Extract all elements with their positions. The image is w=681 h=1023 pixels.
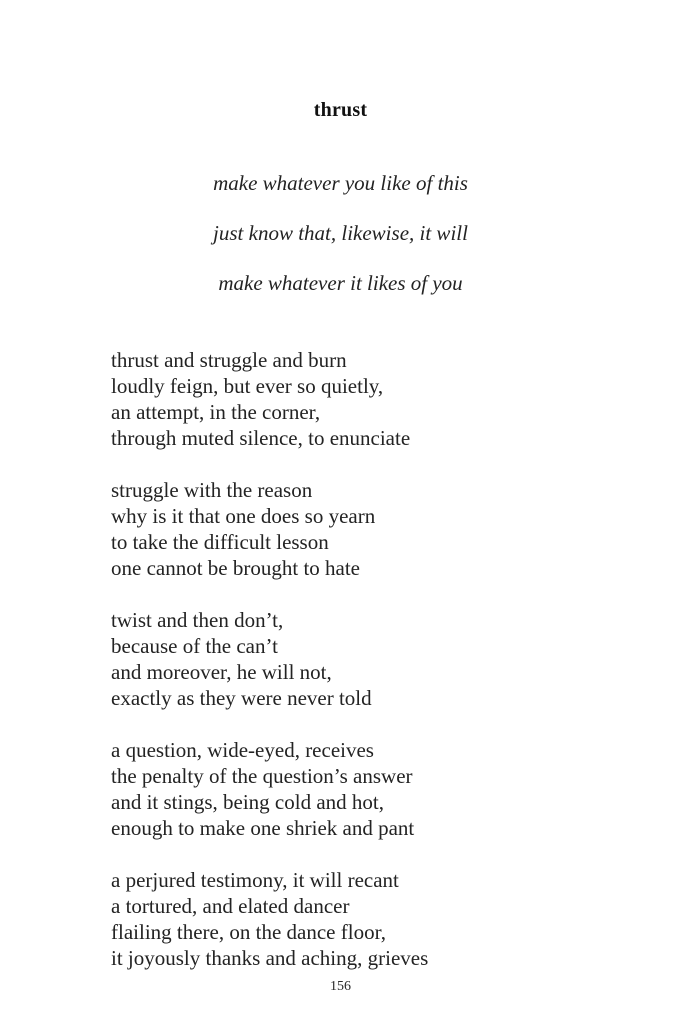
poem-line: an attempt, in the corner, bbox=[111, 400, 321, 424]
stanza bbox=[111, 867, 621, 971]
poem-title: thrust bbox=[313, 99, 368, 121]
poem-line: loudly feign, but ever so quietly, bbox=[111, 374, 384, 398]
stanza bbox=[111, 347, 621, 451]
poem-line: thrust and struggle and burn bbox=[111, 348, 347, 372]
poem-line: one cannot be brought to hate bbox=[111, 556, 361, 580]
poem-line: exactly as they were never told bbox=[111, 686, 372, 710]
poem-line: why is it that one does so yearn bbox=[111, 504, 376, 528]
stanza bbox=[111, 737, 621, 841]
poem-line: enough to make one shriek and pant bbox=[111, 816, 415, 840]
poem-line: a tortured, and elated dancer bbox=[111, 894, 350, 918]
poem-line: it joyously thanks and aching, grieves bbox=[111, 946, 429, 970]
poem-line: to take the difficult lesson bbox=[111, 530, 329, 554]
poem-body bbox=[111, 347, 621, 997]
poem-line: the penalty of the question’s answer bbox=[111, 764, 413, 788]
poem-line: struggle with the reason bbox=[111, 478, 313, 502]
epigraph-line: just know that, likewise, it will bbox=[213, 221, 468, 245]
poem-line: and it stings, being cold and hot, bbox=[111, 790, 384, 814]
epigraph-line: make whatever you like of this bbox=[213, 171, 468, 195]
poem-line: flailing there, on the dance floor, bbox=[111, 920, 386, 944]
poem-line: a question, wide-eyed, receives bbox=[111, 738, 374, 762]
stanza bbox=[111, 477, 621, 581]
epigraph bbox=[0, 158, 681, 308]
poem-line: a perjured testimony, it will recant bbox=[111, 868, 399, 892]
poem-line: through muted silence, to enunciate bbox=[111, 426, 411, 450]
poem-line: and moreover, he will not, bbox=[111, 660, 332, 684]
poem-line: because of the can’t bbox=[111, 634, 278, 658]
stanza bbox=[111, 607, 621, 711]
epigraph-line: make whatever it likes of you bbox=[218, 271, 463, 295]
poem-line: twist and then don’t, bbox=[111, 608, 284, 632]
page-number: 156 bbox=[330, 979, 351, 994]
